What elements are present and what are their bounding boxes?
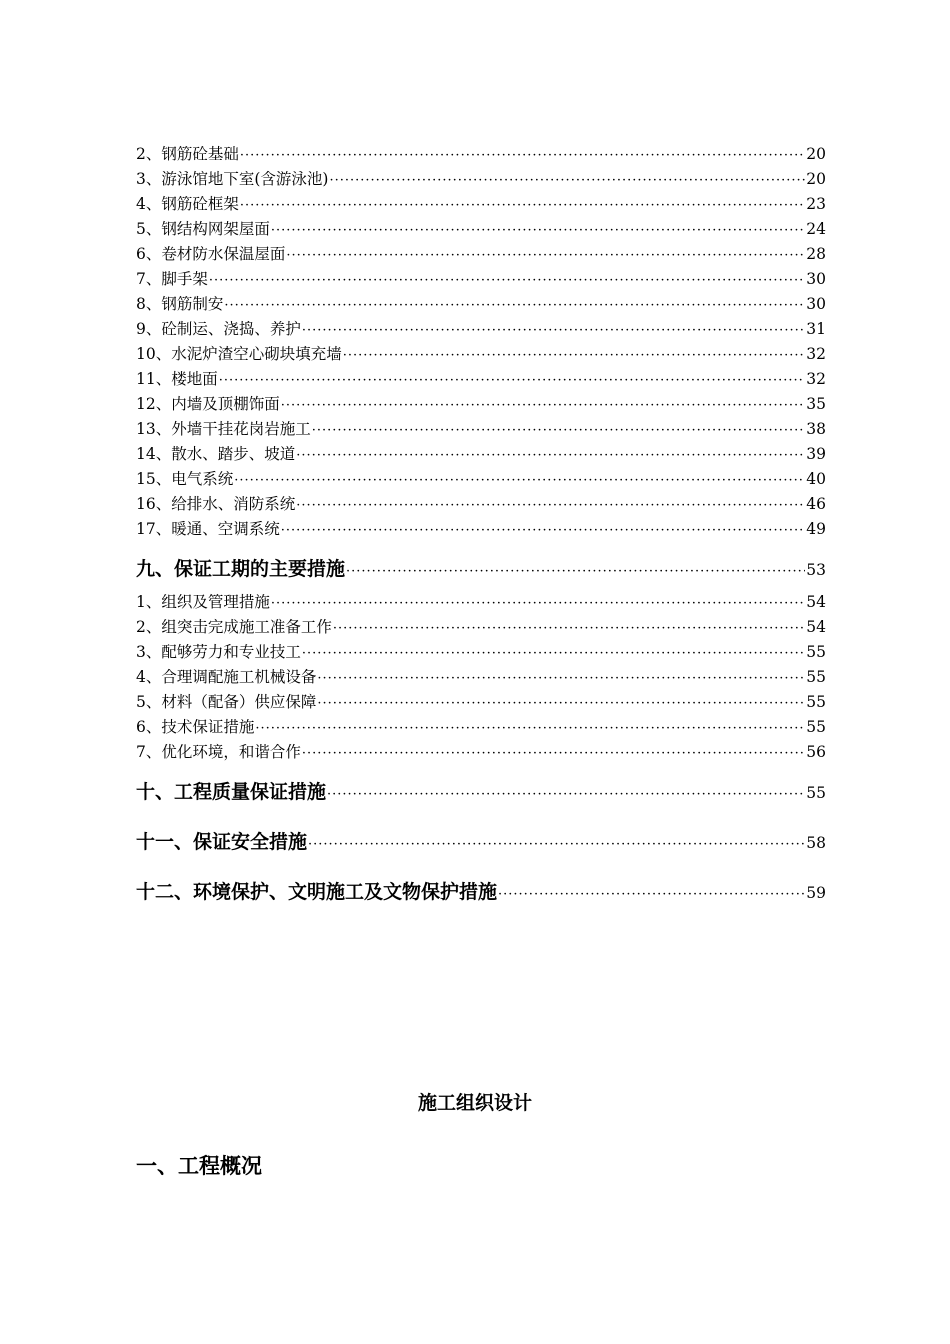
toc-leader-dots [255,721,805,736]
toc-page-number: 23 [806,195,826,213]
toc-page-number: 55 [806,643,826,661]
toc-entry[interactable] [136,367,826,392]
toc-entry-label: 17、暖通、空调系统 [136,520,280,538]
toc-page-number: 40 [806,470,826,488]
toc-entry[interactable] [136,740,826,765]
toc-entry[interactable] [136,417,826,442]
toc-page-number: 28 [806,245,826,263]
toc-page-number: 55 [806,718,826,736]
toc-page-number: 55 [806,784,826,802]
toc-entry-label: 16、给排水、消防系统 [136,495,296,513]
toc-entry-label: 6、技术保证措施 [136,718,255,736]
toc-page-number: 35 [806,395,826,413]
toc-leader-dots [327,787,805,802]
toc-heading-label: 十、工程质量保证措施 [136,781,327,803]
toc-page-number: 54 [806,593,826,611]
toc-page-number: 56 [806,743,826,761]
toc-entry-label: 7、优化环境，和谐合作 [136,743,301,761]
toc-page-number: 32 [806,345,826,363]
toc-entry-label: 8、钢筋制安 [136,295,224,313]
toc-page-number: 54 [806,618,826,636]
toc-page-number: 24 [806,220,826,238]
toc-entry-label: 1、组织及管理措施 [136,593,270,611]
toc-entry-label: 2、钢筋砼基础 [136,145,239,163]
toc-leader-dots [281,523,806,538]
toc-entry-label: 14、散水、踏步、坡道 [136,445,296,463]
toc-page-number: 30 [806,270,826,288]
toc-entry[interactable] [136,615,826,640]
toc-group-9 [136,590,826,765]
toc-leader-dots [271,596,805,611]
toc-entry[interactable] [136,242,826,267]
toc-leader-dots [346,564,805,579]
toc-heading-12[interactable] [136,877,826,905]
toc-entry[interactable] [136,715,826,740]
toc-entry[interactable] [136,665,826,690]
toc-entry-label: 2、组突击完成施工准备工作 [136,618,332,636]
toc-page-number: 49 [806,520,826,538]
toc-heading-10[interactable] [136,777,826,805]
toc-entry[interactable] [136,142,826,167]
toc-leader-dots [329,173,805,188]
toc-page-number: 32 [806,370,826,388]
toc-page-number: 30 [806,295,826,313]
toc-entry[interactable] [136,342,826,367]
toc-entry[interactable] [136,640,826,665]
toc-entry[interactable] [136,690,826,715]
document-title: 施工组织设计 [417,1092,532,1114]
toc-entry-label: 4、钢筋砼框架 [136,195,239,213]
toc-entry-label: 3、游泳馆地下室(含游泳池) [136,170,329,188]
toc-leader-dots [498,887,805,902]
toc-leader-dots [302,646,805,661]
section-heading: 一、工程概况 [136,1153,262,1178]
toc-leader-dots [209,273,805,288]
toc-entry-label: 5、材料（配备）供应保障 [136,693,317,711]
toc-leader-dots [240,198,805,213]
toc-heading-label: 十一、保证安全措施 [136,831,308,853]
toc-leader-dots [296,448,805,463]
toc-entry[interactable] [136,217,826,242]
toc-entry-label: 15、电气系统 [136,470,234,488]
toc-leader-dots [317,696,805,711]
toc-entry-label: 9、砼制运、浇捣、养护 [136,320,301,338]
toc-entry[interactable] [136,467,826,492]
toc-entry-label: 5、钢结构网架屋面 [136,220,270,238]
toc-page-number: 31 [806,320,826,338]
toc-entry[interactable] [136,492,826,517]
toc-entry-label: 11、楼地面 [136,370,218,388]
toc-leader-dots [296,498,805,513]
toc-page-number: 46 [806,495,826,513]
toc-entry-label: 12、内墙及顶棚饰面 [136,395,280,413]
toc-heading-9[interactable] [136,554,826,582]
toc-leader-dots [271,223,805,238]
toc-group-8 [136,142,826,542]
toc-page-number: 39 [806,445,826,463]
toc-entry[interactable] [136,442,826,467]
toc-heading-label: 九、保证工期的主要措施 [136,558,346,580]
toc-entry[interactable] [136,317,826,342]
toc-leader-dots [317,671,805,686]
toc-entry[interactable] [136,590,826,615]
toc-entry[interactable] [136,267,826,292]
toc-entry-label: 4、合理调配施工机械设备 [136,668,317,686]
toc-leader-dots [308,837,805,852]
toc-leader-dots [286,248,805,263]
toc-leader-dots [302,746,805,761]
toc-entry-label: 3、配够劳力和专业技工 [136,643,301,661]
toc-entry[interactable] [136,192,826,217]
toc-leader-dots [281,398,806,413]
toc-heading-11[interactable] [136,827,826,855]
toc-page-number: 20 [806,145,826,163]
toc-leader-dots [333,621,805,636]
toc-leader-dots [240,148,805,163]
toc-leader-dots [312,423,806,438]
toc-page-number: 55 [806,668,826,686]
toc-page-number: 58 [806,834,826,852]
toc-entry-label: 10、水泥炉渣空心砌块填充墙 [136,345,342,363]
toc-leader-dots [224,298,805,313]
toc-entry-label: 7、脚手架 [136,270,208,288]
toc-heading-label: 十二、环境保护、文明施工及文物保护措施 [136,881,498,903]
toc-entry[interactable] [136,392,826,417]
toc-entry[interactable] [136,167,826,192]
toc-leader-dots [234,473,805,488]
toc-entry[interactable] [136,292,826,317]
toc-page-number: 38 [806,420,826,438]
toc-page-number: 53 [806,561,826,579]
toc-entry-label: 6、卷材防水保温屋面 [136,245,286,263]
table-of-contents [136,142,826,905]
toc-entry[interactable] [136,517,826,542]
toc-page-number: 20 [806,170,826,188]
toc-leader-dots [302,323,805,338]
toc-leader-dots [219,373,806,388]
toc-page-number: 55 [806,693,826,711]
toc-page-number: 59 [806,884,826,902]
toc-entry-label: 13、外墙干挂花岗岩施工 [136,420,311,438]
toc-leader-dots [343,348,806,363]
